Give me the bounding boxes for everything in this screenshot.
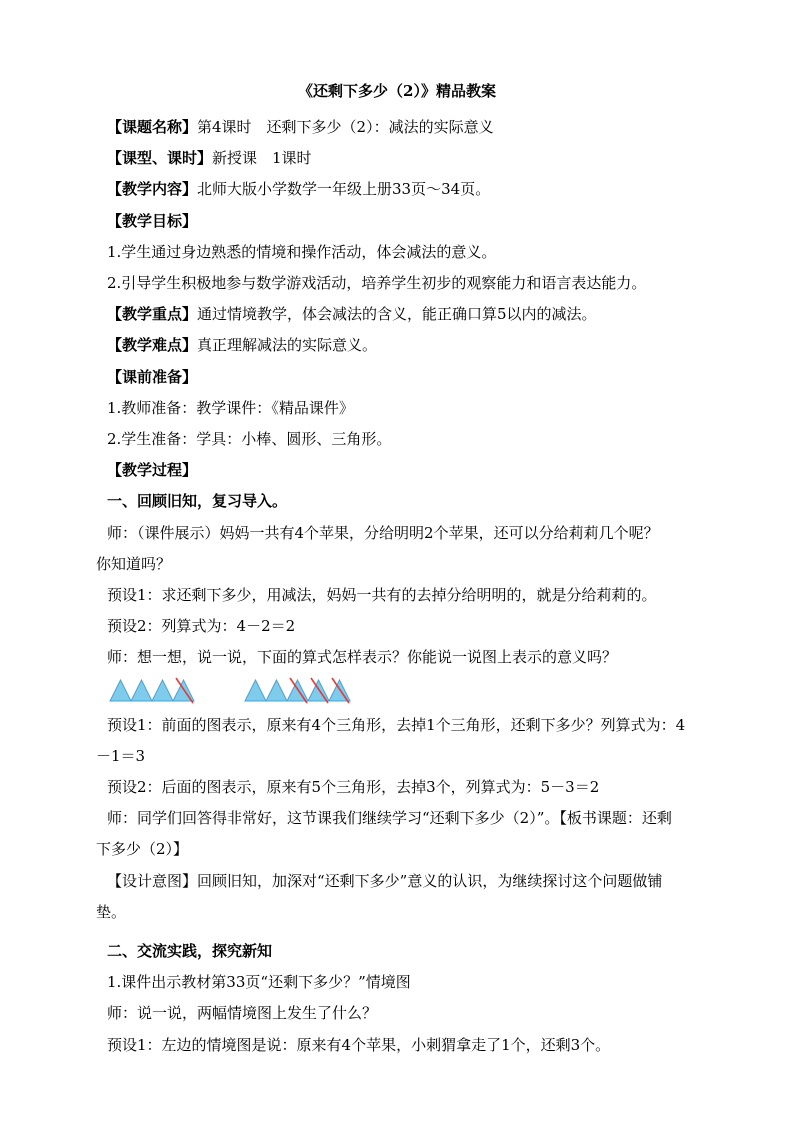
group-b-triangle xyxy=(245,680,266,701)
prep-2: 2.学生准备：学具：小棒、圆形、三角形。 xyxy=(107,430,392,449)
topic-line xyxy=(107,112,727,143)
group-a-triangle xyxy=(173,680,194,701)
s2-paragraph-3: 预设1：左边的情境图是说：原来有4个苹果，小刺猬拿走了1个，还剩3个。 xyxy=(107,1035,611,1054)
difficulty-value: 真正理解减法的实际意义。 xyxy=(197,336,378,355)
group-a-triangle xyxy=(152,680,173,701)
section-1-heading: 一、回顾旧知，复习导入。 xyxy=(107,492,288,511)
content-label: 【教学内容】 xyxy=(107,180,198,199)
s1-paragraph-3: 预设2：列算式为：4－2＝2 xyxy=(107,617,296,636)
group-a-triangle xyxy=(110,680,131,701)
spacer xyxy=(107,928,727,936)
content-line xyxy=(107,174,727,205)
goals-heading: 【教学目标】 xyxy=(107,211,198,230)
s1-paragraph-8b: 垫。 xyxy=(96,902,127,921)
prep-1: 1.教师准备：教学课件：《精品课件》 xyxy=(107,398,354,417)
difficulty-line xyxy=(107,330,727,361)
type-label: 【课型、课时】 xyxy=(107,149,213,168)
s1-paragraph-4: 师：想一想，说一说，下面的算式怎样表示？你能说一说图上表示的意义吗？ xyxy=(107,648,618,667)
prep-heading: 【课前准备】 xyxy=(107,367,198,386)
s1-paragraph-7a: 师：同学们回答得非常好，这节课我们继续学习“还剩下多少（2）”。【板书课题：还剩 xyxy=(107,809,672,828)
s1-paragraph-1b: 你知道吗？ xyxy=(96,554,172,573)
group-b-triangle xyxy=(308,680,329,701)
key-line xyxy=(107,299,727,330)
s1-paragraph-1a: 师：（课件展示）妈妈一共有4个苹果，分给明明2个苹果，还可以分给莉莉几个呢？ xyxy=(107,523,659,542)
goal-2: 2.引导学生积极地参与数学游戏活动，培养学生初步的观察能力和语言表达能力。 xyxy=(107,274,647,293)
group-a-triangle xyxy=(131,680,152,701)
s1-paragraph-8a: 【设计意图】回顾旧知，加深对“还剩下多少”意义的认识，为继续探讨这个问题做铺 xyxy=(107,871,663,890)
s1-paragraph-7b: 下多少（2）】 xyxy=(96,840,189,859)
s1-paragraph-5b: －1＝3 xyxy=(96,746,146,765)
goal-1: 1.学生通过身边熟悉的情境和操作活动，体会减法的意义。 xyxy=(107,242,497,261)
key-label: 【教学重点】 xyxy=(107,305,198,324)
group-b-triangle xyxy=(266,680,287,701)
topic-label: 【课题名称】 xyxy=(107,118,198,136)
difficulty-label: 【教学难点】 xyxy=(107,336,198,355)
triangle-figure xyxy=(107,674,727,710)
s1-paragraph-6: 预设2：后面的图表示，原来有5个三角形，去掉3个，列算式为：5－3＝2 xyxy=(107,778,600,797)
process-heading: 【教学过程】 xyxy=(107,461,198,480)
type-value: 新授课 1课时 xyxy=(212,149,312,168)
s1-paragraph-2: 预设1：求还剩下多少，用减法，妈妈一共有的去掉分给明明的，就是分给莉莉的。 xyxy=(107,586,657,605)
s1-paragraph-5a: 预设1：前面的图表示，原来有4个三角形，去掉1个三角形，还剩下多少？列算式为：4 xyxy=(107,715,686,734)
document-body xyxy=(96,112,727,1061)
s2-paragraph-2: 师：说一说，两幅情境图上发生了什么？ xyxy=(107,1004,378,1023)
topic-value: 第4课时 还剩下多少（2）：减法的实际意义 xyxy=(197,118,494,136)
group-b-triangle xyxy=(287,680,308,701)
document-title: 《还剩下多少（2）》精品教案 xyxy=(298,82,496,100)
content-value: 北师大版小学数学一年级上册33页～34页。 xyxy=(197,180,491,199)
group-b-triangle xyxy=(329,680,350,701)
key-value: 通过情境教学，体会减法的含义，能正确口算5以内的减法。 xyxy=(197,305,597,324)
s2-paragraph-1: 1.课件出示教材第33页“还剩下多少？”情境图 xyxy=(107,973,411,992)
type-line xyxy=(107,143,727,174)
triangle-figure-svg xyxy=(109,676,369,706)
section-2-heading: 二、交流实践，探究新知 xyxy=(107,942,273,961)
